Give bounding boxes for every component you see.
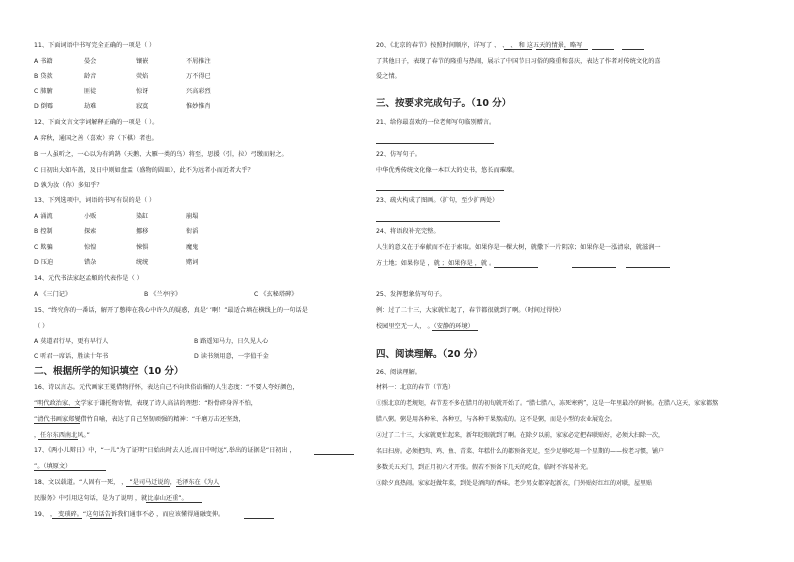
- q11-row-b-3: 荧焰: [136, 73, 149, 80]
- q17-blank-1[interactable]: [314, 454, 354, 455]
- q13-row-a-2: 小贩: [84, 213, 97, 220]
- q19-line1: 19、 ， 变琐碎。“这句话告诉我们通事不必 ，而应该懂得通融变伸。: [34, 511, 225, 518]
- q11-row-b-1: B 贷款: [34, 73, 53, 80]
- q20-blank-4[interactable]: [592, 49, 614, 50]
- q11-stem: 11、下面词语中书写完全正确的一项是（ ）: [34, 42, 156, 49]
- q13-row-d-2: 错杂: [84, 259, 97, 266]
- q18-blank-3[interactable]: [146, 502, 202, 503]
- q11-row-c-2: 匪徒: [84, 88, 97, 95]
- q16-line1: 16、诗以言志。元代画家王冕借物抒怀，表达自己不向世俗谄媚的人生态度：“不要人夸好颜色，: [34, 384, 299, 391]
- q26-material-title: 材料一：北京的春节（节选）: [376, 384, 455, 391]
- q16-blank-2[interactable]: [34, 423, 80, 424]
- q26-line1: 26、阅读理解。: [376, 369, 421, 376]
- section-4-heading: 四、阅读理解。（20 分）: [376, 349, 483, 360]
- q11-row-a-4: 不屑推注: [186, 58, 211, 65]
- q11-row-c-3: 惊讶: [136, 88, 149, 95]
- q17-line2: ”。（填原文）: [34, 463, 72, 470]
- q11-row-d-1: D 倒霉: [34, 103, 54, 110]
- q21-line1: 21、给你最喜欢的一位老师写句临别赠言。: [376, 119, 496, 126]
- q22-line1: 22、仿写句子。: [376, 151, 421, 158]
- q11-row-c-4: 兴高彩烈: [186, 88, 211, 95]
- q19-blank-3[interactable]: [244, 518, 274, 519]
- q11-row-a-2: 晏会: [84, 58, 97, 65]
- q11-row-a-1: A 书籍: [34, 58, 53, 65]
- q12-option-a: A 弈秋，通国之善（喜欢）弈（下棋）者也。: [34, 135, 158, 142]
- q20-line1: 20、《北京的春节》按照时间顺序，详写了 、 、 、 和 这五天的情景，略写: [376, 42, 583, 49]
- q15-stem-line1: 15、“终究你的一番话，解开了憋抑在我心中许久的疑惑，真是‘ ’啊！”最适合填在横线上的一句话是: [34, 307, 308, 314]
- q17-line1: 17、《两小儿辩日》中，“一儿”为了证明“日始出时去人近,而日中时远”,举出的证据是“日初出 ，: [34, 447, 296, 454]
- q13-row-c-4: 魔鬼: [186, 244, 199, 251]
- section-3-heading: 三、按要求完成句子。（10 分）: [376, 98, 512, 109]
- q24-blank-2[interactable]: [494, 267, 538, 268]
- q26-para-2b: 名曰扫房。必须把肉、鸡、鱼、青菜、年糕什么的都预备充足，至少足够吃用一个星期的——按老习惯，铺户: [376, 448, 665, 455]
- q18-line2: 民服务》中引用这句话，是为了说明 ，就比泰山还重”。: [34, 495, 188, 502]
- q13-row-a-4: 崩塌: [186, 213, 199, 220]
- q16-blank-3[interactable]: [38, 439, 78, 440]
- q20-blank-2[interactable]: [536, 49, 560, 50]
- q11-row-b-4: 万不得已: [186, 73, 211, 80]
- q26-para-1b: 腊八粥。粥是用各种米、各种豆，与各种干果熬成的。这不是粥，而是小型的农业展览会。: [376, 416, 617, 423]
- q14-option-a: A 《三门记》: [34, 291, 72, 298]
- q14-stem: 14、元代书法家赵孟頫的代表作是（ ）: [34, 275, 143, 282]
- q18-blank-1[interactable]: [126, 486, 170, 487]
- q18-blank-2[interactable]: [176, 486, 220, 487]
- q16-line2: ”明代政治家、文学家于谦托物寄情，表现了诗人高洁的理想：“粉骨碎身浑不怕，: [34, 400, 257, 407]
- q12-option-b: B 一人虽听之，一心以为有鸿鹄（天鹅、大雁一类的鸟）将至，思援（引，拉）弓缴而射之。: [34, 151, 288, 158]
- q13-row-d-3: 统统: [136, 259, 149, 266]
- q11-row-d-3: 寂寞: [136, 103, 149, 110]
- q24-line1: 24、将语段补充完整。: [376, 228, 440, 235]
- q25-line1: 25、发挥想象仿写句子。: [376, 291, 446, 298]
- q12-option-c: C 日初出大如车盖，及日中则如盘盂（盛物的圆皿），此不为远者小而近者大乎？: [34, 167, 254, 174]
- q26-para-3a: ③除夕真热闹。家家赶做年菜，到处是酒肉的香味。老少男女都穿起新衣，门外贴好红红的对联，屋里贴: [376, 480, 653, 487]
- q22-line2: 中华优秀传统文化像一本巨大的史书，悠长而璀璨。: [376, 167, 519, 174]
- q24-line2: 人生的意义在于奉献而不在于索取。如果你是一棵大树，就撒下一片阴凉；如果你是一泓清泉，就滋润一: [376, 244, 661, 251]
- section-2-heading: 二、根据所学的知识填空（10 分）: [34, 366, 184, 377]
- q26-para-2a: ②过了二十三，大家就更忙起来，新年眨眼就到了啊。在除夕以前，家家必定把春联贴好，必须大扫除一次，: [376, 432, 665, 439]
- q21-answer-line[interactable]: [376, 143, 494, 144]
- q24-line3: 方土地；如果你是 ，就 ；如果你是 ，就 。: [376, 260, 496, 267]
- q16-line4: ，任尔东西南北风。”: [34, 432, 90, 439]
- q11-row-d-4: 惟妙惟肖: [186, 103, 211, 110]
- q15-option-a: A 莫道君行早，更有早行人: [34, 338, 109, 345]
- q15-option-d: D 读书须用意，一字值千金: [194, 353, 269, 360]
- q15-stem-line2: （ ）: [34, 323, 49, 330]
- q13-row-d-4: 赌词: [186, 259, 199, 266]
- q12-option-d: D 孰为汝（你）多知乎？: [34, 182, 103, 189]
- q11-row-d-2: 劫难: [84, 103, 97, 110]
- q23-answer-line[interactable]: [376, 221, 500, 222]
- q20-line3: 爱之情。: [376, 73, 401, 80]
- q11-row-c-1: C 肺腑: [34, 88, 53, 95]
- q16-blank-1[interactable]: [34, 407, 80, 408]
- q13-row-d-1: D 压迫: [34, 259, 54, 266]
- q20-blank-1[interactable]: [504, 49, 532, 50]
- q19-blank-1[interactable]: [52, 518, 82, 519]
- q11-row-b-2: 龄音: [84, 73, 97, 80]
- q16-line3: ”清代书画家郑燮借竹自喻，表达了自己坚韧顽强的精神：“千磨万击还坚劲，: [34, 416, 245, 423]
- q20-line2: 了其他日子，表现了春节的隆重与热闹，展示了中国节日习俗的隆重和喜庆，表达了作者对传统文化的喜: [376, 58, 661, 65]
- q23-line1: 23、疏火构成了图画。（扩句，至少扩两处）: [376, 197, 499, 204]
- q13-row-a-3: 染缸: [136, 213, 149, 220]
- q13-row-c-3: 悚惧: [136, 244, 149, 251]
- q15-option-c: C 听君一席话，胜读十年书: [34, 353, 109, 360]
- q13-row-a-1: A 涌流: [34, 213, 53, 220]
- q14-option-b: B 《兰亭序》: [144, 291, 182, 298]
- q13-row-c-2: 惊惶: [84, 244, 97, 251]
- q20-blank-5[interactable]: [622, 49, 644, 50]
- q13-row-b-3: 挪移: [136, 228, 149, 235]
- q25-blank-1[interactable]: [432, 330, 478, 331]
- q25-line3: 校园里空无一人， 。（安静的环境）: [376, 323, 474, 330]
- q18-line1: 18、文以载道。“人固有一死， ， ”是司马迁说的，毛泽东在《为人: [34, 479, 220, 486]
- q20-blank-3[interactable]: [564, 49, 588, 50]
- q17-blank-2[interactable]: [34, 470, 106, 471]
- q11-row-a-3: 镶嵌: [136, 58, 149, 65]
- q22-answer-line[interactable]: [376, 190, 504, 191]
- q13-row-c-1: C 欺骗: [34, 244, 53, 251]
- q12-stem: 12、下面文言文字词解释正确的一项是（ ）。: [34, 119, 159, 126]
- q25-line2: 例：过了二十三，大家就忙起了，春节都很就到了啊。（时间过得快）: [376, 307, 565, 314]
- q26-para-1a: ①照北京的老规矩，春节差不多在腊月的初旬就开始了。“腊七腊八，冻死寒鸦”，这是一年里最冷的时候。在腊八这天，家家都熬: [376, 400, 719, 407]
- q24-blank-1[interactable]: [438, 267, 482, 268]
- q14-option-c: C 《玄秘塔碑》: [254, 291, 298, 298]
- q26-para-2c: 多数关五天门，到正月初六才开张。假若不预备下几天的吃食，临时不容易补充。: [376, 464, 593, 471]
- q13-stem: 13、下列选项中，词语的书写有误的是（ ）: [34, 197, 156, 204]
- q19-blank-2[interactable]: [90, 518, 112, 519]
- q15-option-b: B 路遥知马力，日久见人心: [194, 338, 269, 345]
- q13-row-b-4: 衔滔: [186, 228, 199, 235]
- q24-blank-4[interactable]: [626, 267, 670, 268]
- q13-row-b-2: 探索: [84, 228, 97, 235]
- q13-row-b-1: B 控制: [34, 228, 53, 235]
- q24-blank-3[interactable]: [572, 267, 616, 268]
